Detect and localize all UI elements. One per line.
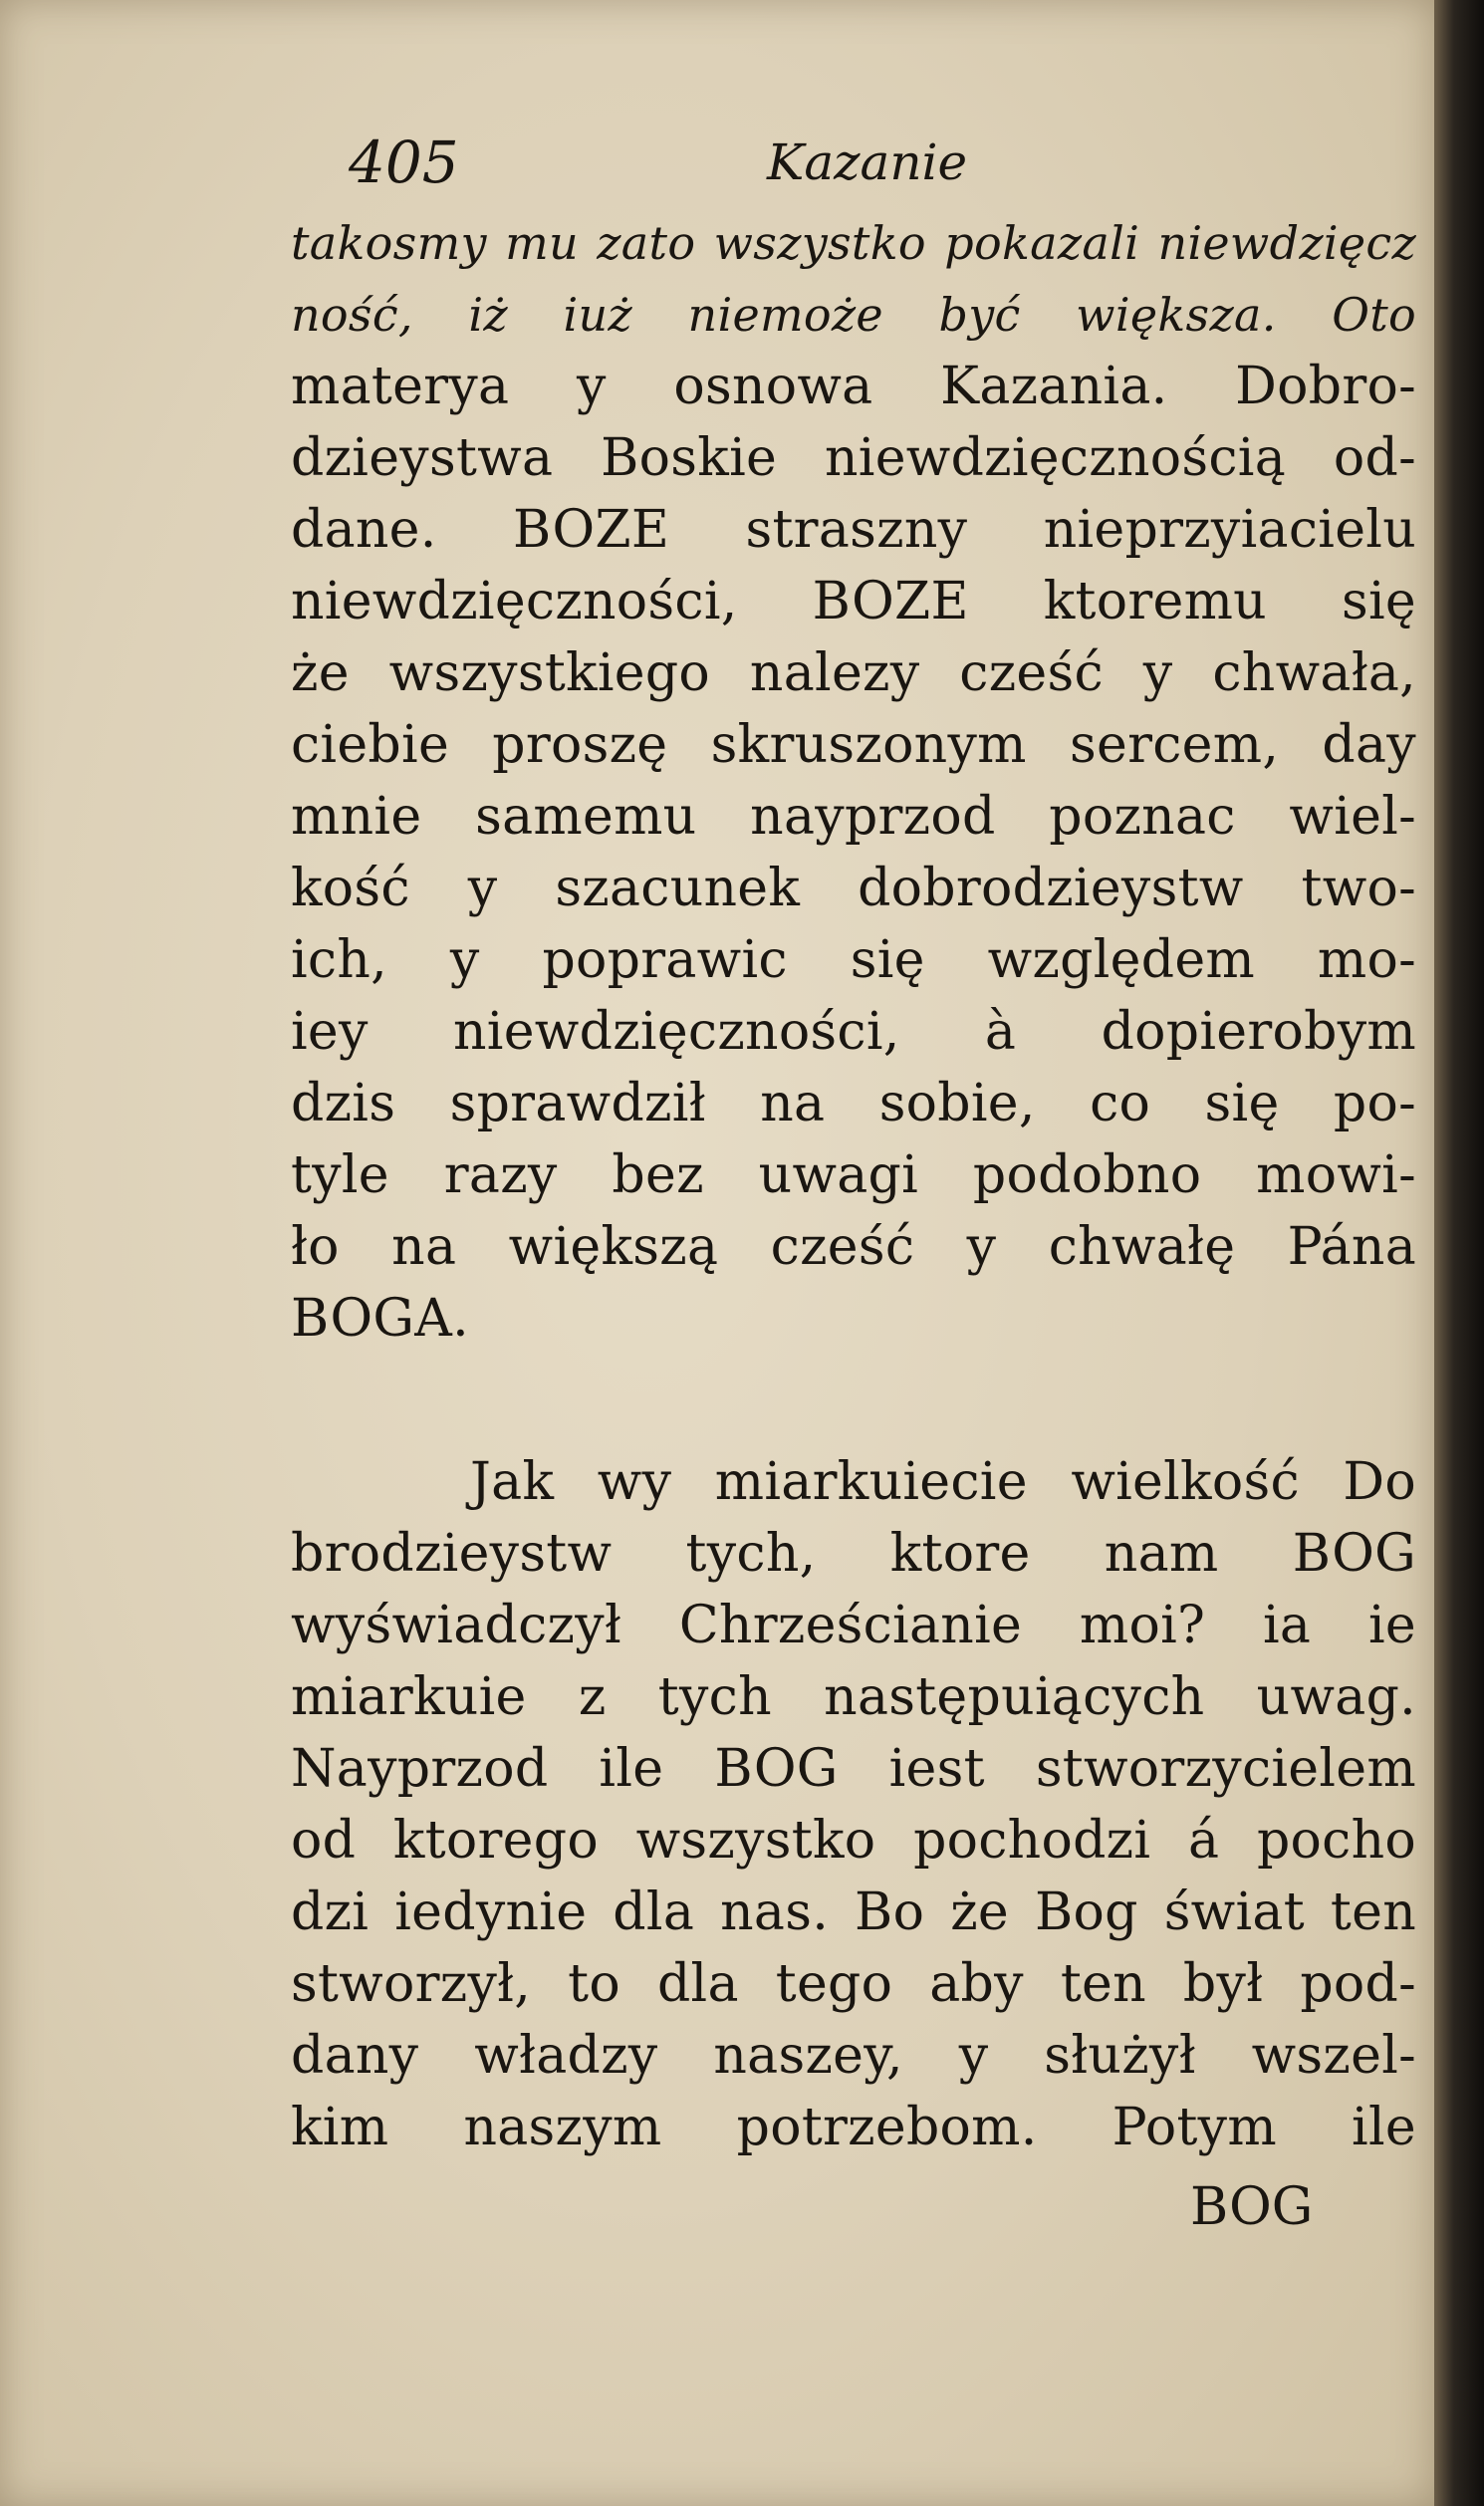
text-line: tyle razy bez uwagi podobno mowi- bbox=[291, 1145, 1416, 1205]
text-line: dzis sprawdził na sobie, co się po- bbox=[291, 1074, 1416, 1133]
text-line: Nayprzod ile BOG iest stworzycielem bbox=[291, 1739, 1416, 1799]
text-line: dane. BOZE straszny nieprzyiacielu bbox=[291, 500, 1416, 560]
text-line: dzieystwa Boskie niewdzięcznością od- bbox=[291, 428, 1416, 488]
page-number: 405 bbox=[349, 128, 459, 196]
book-gutter bbox=[1434, 0, 1484, 2506]
text-line: mnie samemu nayprzod poznac wiel- bbox=[291, 787, 1416, 847]
paragraph-break bbox=[291, 1355, 1416, 1446]
text-line: ło na większą cześć y chwałę Pána bbox=[291, 1217, 1416, 1277]
text-line: dany władzy naszey, y służył wszel- bbox=[291, 2026, 1416, 2086]
text-line: ność, iż iuż niemoże być większa. Oto bbox=[291, 288, 1416, 342]
page-header bbox=[349, 118, 1145, 207]
text-line: ciebie proszę skruszonym sercem, day bbox=[291, 715, 1416, 775]
body-text bbox=[291, 207, 1416, 2163]
running-head: Kazanie bbox=[767, 133, 968, 191]
text-line: BOGA. bbox=[291, 1289, 469, 1349]
text-line: że wszystkiego nalezy cześć y chwała, bbox=[291, 643, 1416, 703]
text-line: brodzieystw tych, ktore nam BOG bbox=[291, 1524, 1416, 1584]
text-line: od ktorego wszystko pochodzi á pocho bbox=[291, 1811, 1416, 1871]
text-line: iey niewdzięczności, à dopierobym bbox=[291, 1002, 1416, 1062]
text-line: kość y szacunek dobrodzieystw two- bbox=[291, 859, 1416, 918]
text-line: ich, y poprawic się względem mo- bbox=[291, 930, 1416, 990]
text-line: wyświadczył Chrześcianie moi? ia ie bbox=[291, 1596, 1416, 1655]
text-line: niewdzięczności, BOZE ktoremu się bbox=[291, 572, 1416, 631]
text-line: takosmy mu zato wszystko pokazali niewdzięcz bbox=[291, 216, 1416, 270]
text-line: materya y osnowa Kazania. Dobro- bbox=[291, 357, 1416, 416]
text-line: dzi iedynie dla nas. Bo że Bog świat ten bbox=[291, 1882, 1416, 1942]
text-line: kim naszym potrzebom. Potym ile bbox=[291, 2098, 1416, 2157]
catchword: BOG bbox=[1190, 2177, 1314, 2237]
text-line: miarkuie z tych następuiących uwag. bbox=[291, 1667, 1416, 1727]
text-line: Jak wy miarkuiecie wielkość Do bbox=[470, 1452, 1416, 1512]
text-line: stworzył, to dla tego aby ten był pod- bbox=[291, 1954, 1416, 2014]
